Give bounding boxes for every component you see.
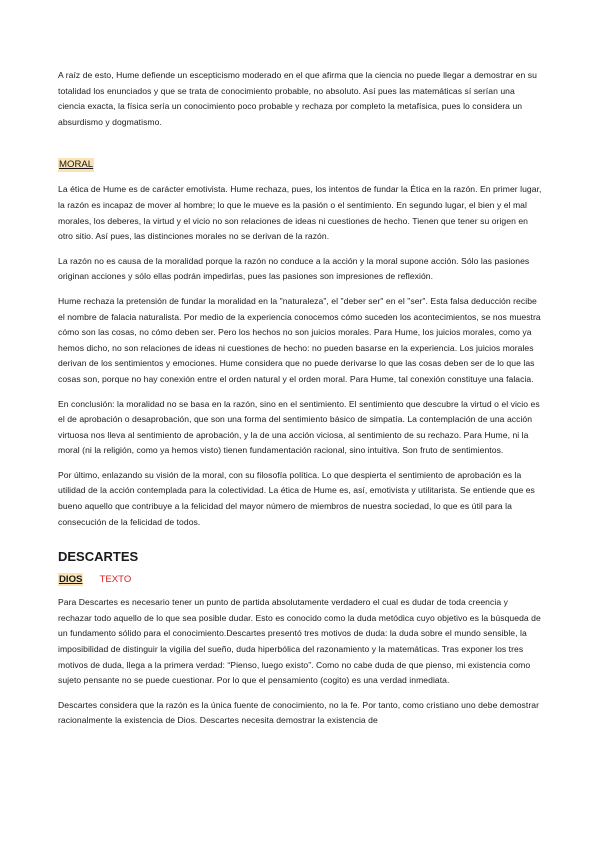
moral-paragraph-3: Hume rechaza la pretensión de fundar la moralidad en la "naturaleza", el "deber ser" en el "ser". Esta falsa deducción recibe el nombre de falacia naturalista. Por medio de la experiencia conocemos cómo suceden los acontecimientos, se nos muestra cómo son las cosas, no cómo deben ser. Pero los hechos no son juicios morales. Para Hume, los juicios morales, como ya hemos dicho, no son relaciones de ideas ni cuestiones de hecho: no pueden basarse en la experiencia. Los juicios morales derivan de los sentimientos y emociones. Hume considera que no puede derivarse lo que las cosas deben ser de lo que las cosas son, porque no hay conexión entre el orden natural y el orden moral. Para Hume, tal conexión constituye una falacia. [58,295,541,384]
descartes-paragraph-2: Descartes considera que la razón es la única fuente de conocimiento, no la fe. Por tanto, como cristiano uno debe demostrar racionalmente la existencia de Dios. Descartes necesita demostrar la existencia de [58,699,539,726]
moral-paragraph-1: La ética de Hume es de carácter emotivista. Hume rechaza, pues, los intentos de fundar la Ética en la razón. En primer lugar, la razón es incapaz de mover al hombre; lo que le mueve es la pasión o el sentimiento. En segundo lugar, el bien y el mal morales, los deberes, la virtud y el vicio no son relaciones de ideas ni cuestiones de hecho. Tienen que tener su origen en otro sitio. Así pues, las distinciones morales no se derivan de la razón. [58,184,542,242]
moral-paragraph-4: En conclusión: la moralidad no se basa en la razón, sino en el sentimiento. El sentimiento que descubre la virtud o el vicio es el de aprobación o desaprobación, que son una forma del sentimiento básico de simpatía. La contemplación de una acción virtuosa nos lleva al sentimiento de aprobación, y la de una acción viciosa, al sentimiento de su rechazo. Para Hume, ni la moral (ni la religión, como ya hemos visto) tienen fundamentación racional, sino intuitiva. Son fruto de sentimientos. [58,398,540,456]
descartes-paragraph-1: Para Descartes es necesario tener un punto de partida absolutamente verdadero el cual es dudar de toda creencia y rechazar todo aquello de lo que sea posible dudar. Esto es conocido como la duda metódica cuyo objetivo es la búsqueda de un fundamento sólido para el conocimiento.Descartes presentó tres motivos de duda: la duda sobre el mundo sensible, la imposibilidad de distinguir la vigilia del sueño, duda hiperbólica del razonamiento y la matemáticas. Tras exponer los tres motivos de duda, llega a la primera verdad: “Pienso, luego existo”. Como no cabe duda de que pienso, mi existencia como sujeto pensante no se puede cuestionar. Por lo que el pensamiento (cogito) es una verdad inmediata. [58,597,541,686]
document-content [58,68,543,738]
moral-heading: MORAL [59,159,94,171]
dios-link[interactable]: DIOS [59,574,83,586]
descartes-tabs [58,573,543,586]
texto-link[interactable]: TEXTO [99,574,132,586]
moral-paragraph-2: La razón no es causa de la moralidad porque la razón no conduce a la acción y la moral supone acción. Sólo las pasiones originan acciones y sólo ellas podrán impedirlas, pues las pasiones son impresiones de reflexión. [58,255,530,282]
intro-paragraph: A raíz de esto, Hume defiende un escepticismo moderado en el que afirma que la ciencia no puede llegar a demostrar en su totalidad los enunciados y que se trata de conocimiento probable, no absoluto. Así pues las matemáticas sí serían una ciencia exacta, la física sería un conocimiento poco probable y rechaza por completo la metafísica, pues lo considera un absurdismo y dogmatismo. [58,70,537,127]
moral-paragraph-5: Por último, enlazando su visión de la moral, con su filosofía política. Lo que despierta el sentimiento de aprobación es la utilidad de la acción contemplada para la colectividad. La ética de Hume es, así, emotivista y utilitarista. Se entiende que es bueno aquello que contribuye a la felicidad del mayor número de miembros de nuestra sociedad, lo que es útil para la consecución de la felicidad de todos. [58,469,535,527]
descartes-heading: DESCARTES [58,549,139,565]
